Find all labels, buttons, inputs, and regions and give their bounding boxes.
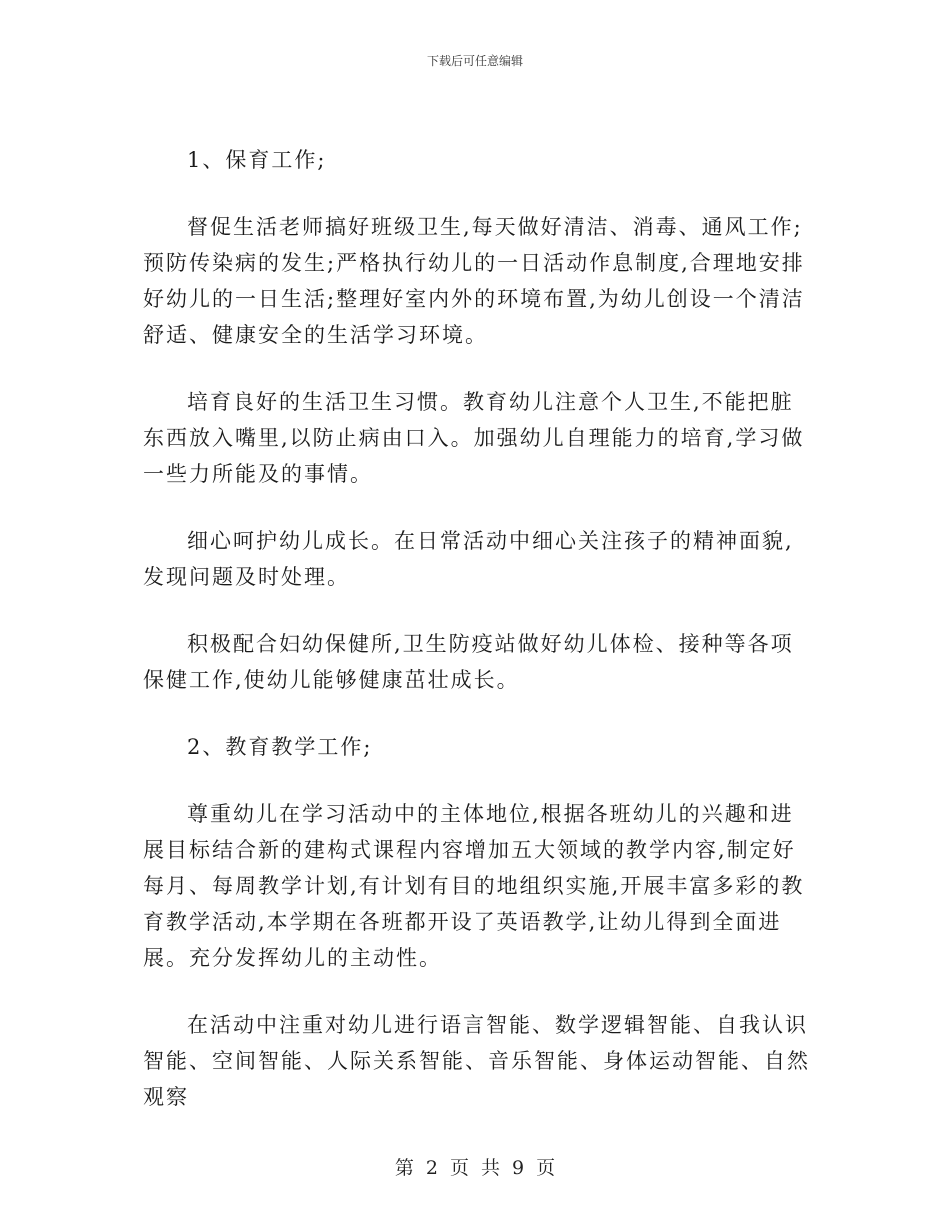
paragraph-habits: 培育良好的生活卫生习惯。教育幼儿注意个人卫生,不能把脏东西放入嘴里,以防止病由口入。加强幼儿自理能力的培育,学习做一些力所能及的事情。 (143, 390, 805, 486)
document-body (143, 142, 811, 1146)
page-number: 第 2 页 共 9 页 (394, 1157, 556, 1179)
section-heading-childcare: 1、保育工作; (187, 148, 327, 172)
paragraph-teaching: 尊重幼儿在学习活动中的主体地位,根据各班幼儿的兴趣和进展目标结合新的建构式课程内容增加五大领域的教学内容,制定好每月、每周教学计划,有计划有目的地组织实施,开展丰富多彩的教育教学活动,本学期在各班都开设了英语教学,让幼儿得到全面进展。充分发挥幼儿的主动性。 (143, 802, 805, 970)
paragraph-intelligence: 在活动中注重对幼儿进行语言智能、数学逻辑智能、自我认识智能、空间智能、人际关系智能、音乐智能、身体运动智能、自然观察 (143, 1013, 810, 1109)
page-header: 下载后可任意编辑 (426, 54, 523, 68)
paragraph-health: 积极配合妇幼保健所,卫生防疫站做好幼儿体检、接种等各项保健工作,使幼儿能够健康茁壮成长。 (143, 632, 794, 692)
paragraph-care: 细心呵护幼儿成长。在日常活动中细心关注孩子的精神面貌,发现问题及时处理。 (143, 529, 794, 589)
paragraph-hygiene: 督促生活老师搞好班级卫生,每天做好清洁、消毒、通风工作;预防传染病的发生;严格执行幼儿的一日活动作息制度,合理地安排好幼儿的一日生活;整理好室内外的环境布置,为幼儿创设一个清洁舒适、健康安全的生活学习环境。 (143, 215, 805, 347)
section-heading-education: 2、教育教学工作; (187, 735, 373, 759)
